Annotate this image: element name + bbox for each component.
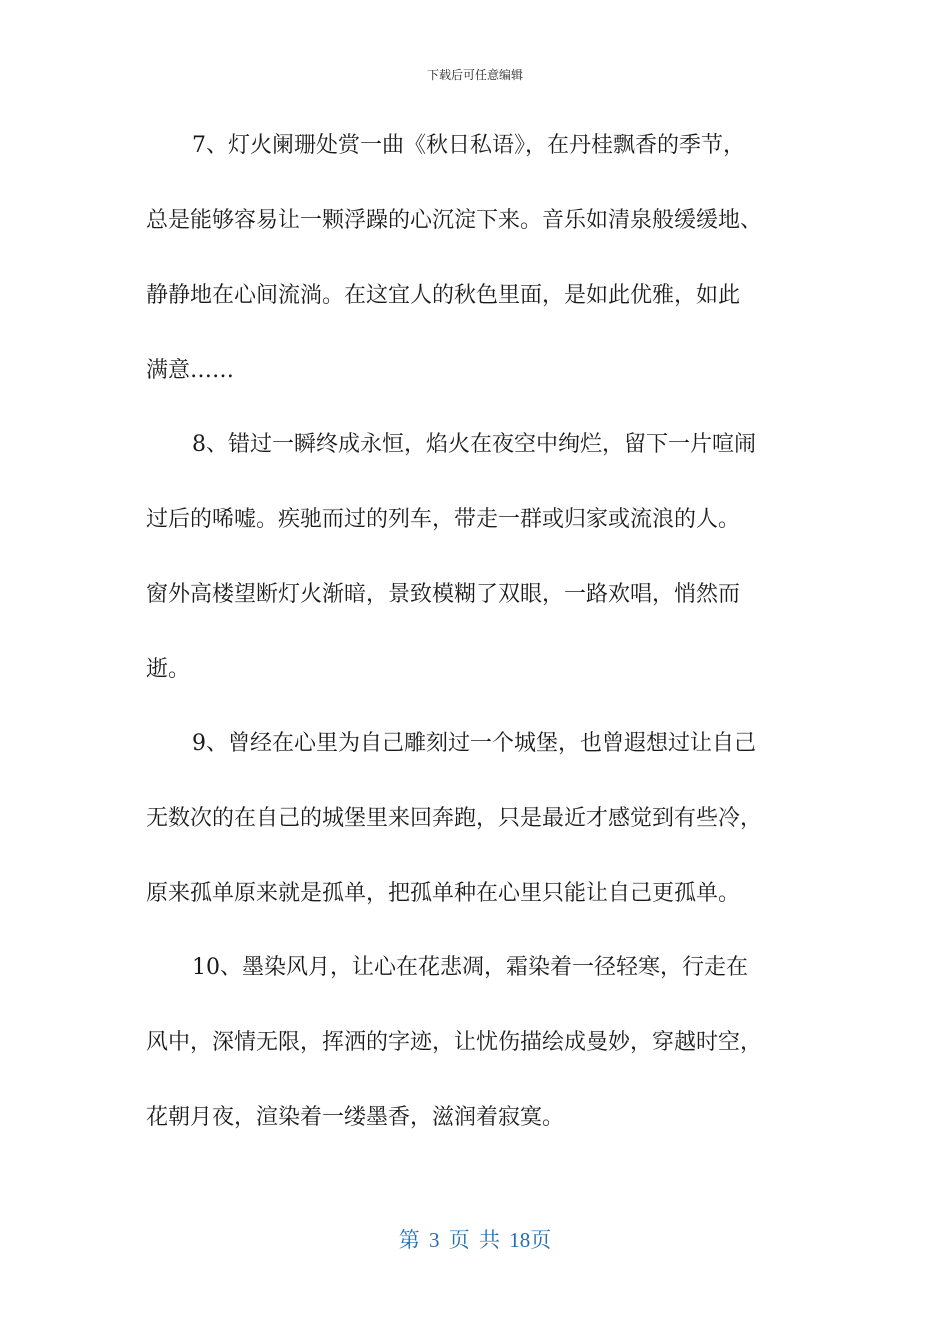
paragraph-line: 风中，深情无限，挥洒的字迹，让忧伤描绘成曼妙，穿越时空， <box>146 1030 763 1055</box>
paragraph-line: 过后的唏嘘。疾驰而过的列车，带走一群或归家或流浪的人。 <box>146 507 741 532</box>
paragraph-line: 满意…… <box>146 358 235 383</box>
paragraph-line: 8、错过一瞬终成永恒，焰火在夜空中绚烂，留下一片喧闹 <box>192 432 756 457</box>
paragraph-line: 静静地在心间流淌。在这宜人的秋色里面，是如此优雅，如此 <box>146 283 741 308</box>
paragraph-line: 总是能够容易让一颗浮躁的心沉淀下来。音乐如清泉般缓缓地、 <box>146 208 763 233</box>
page-header: 下载后可任意编辑 <box>426 68 523 82</box>
paragraph-line: 9、曾经在心里为自己雕刻过一个城堡，也曾遐想过让自己 <box>192 731 756 756</box>
paragraph-line: 花朝月夜，渲染着一缕墨香，滋润着寂寞。 <box>146 1105 565 1130</box>
paragraph-line: 7、灯火阑珊处赏一曲《秋日私语》，在丹桂飘香的季节， <box>192 133 745 158</box>
paragraph-line: 窗外高楼望断灯火渐暗，景致模糊了双眼，一路欢唱，悄然而 <box>146 582 741 607</box>
paragraph-line: 无数次的在自己的城堡里来回奔跑，只是最近才感觉到有些冷， <box>146 806 763 831</box>
page-footer-page-number: 第 3 页 共 18页 <box>398 1228 552 1252</box>
paragraph-line: 原来孤单原来就是孤单，把孤单种在心里只能让自己更孤单。 <box>146 881 741 906</box>
paragraph-line: 逝。 <box>146 657 191 682</box>
paragraph-line: 10、墨染风月，让心在花悲凋，霜染着一径轻寒，行走在 <box>192 955 748 980</box>
